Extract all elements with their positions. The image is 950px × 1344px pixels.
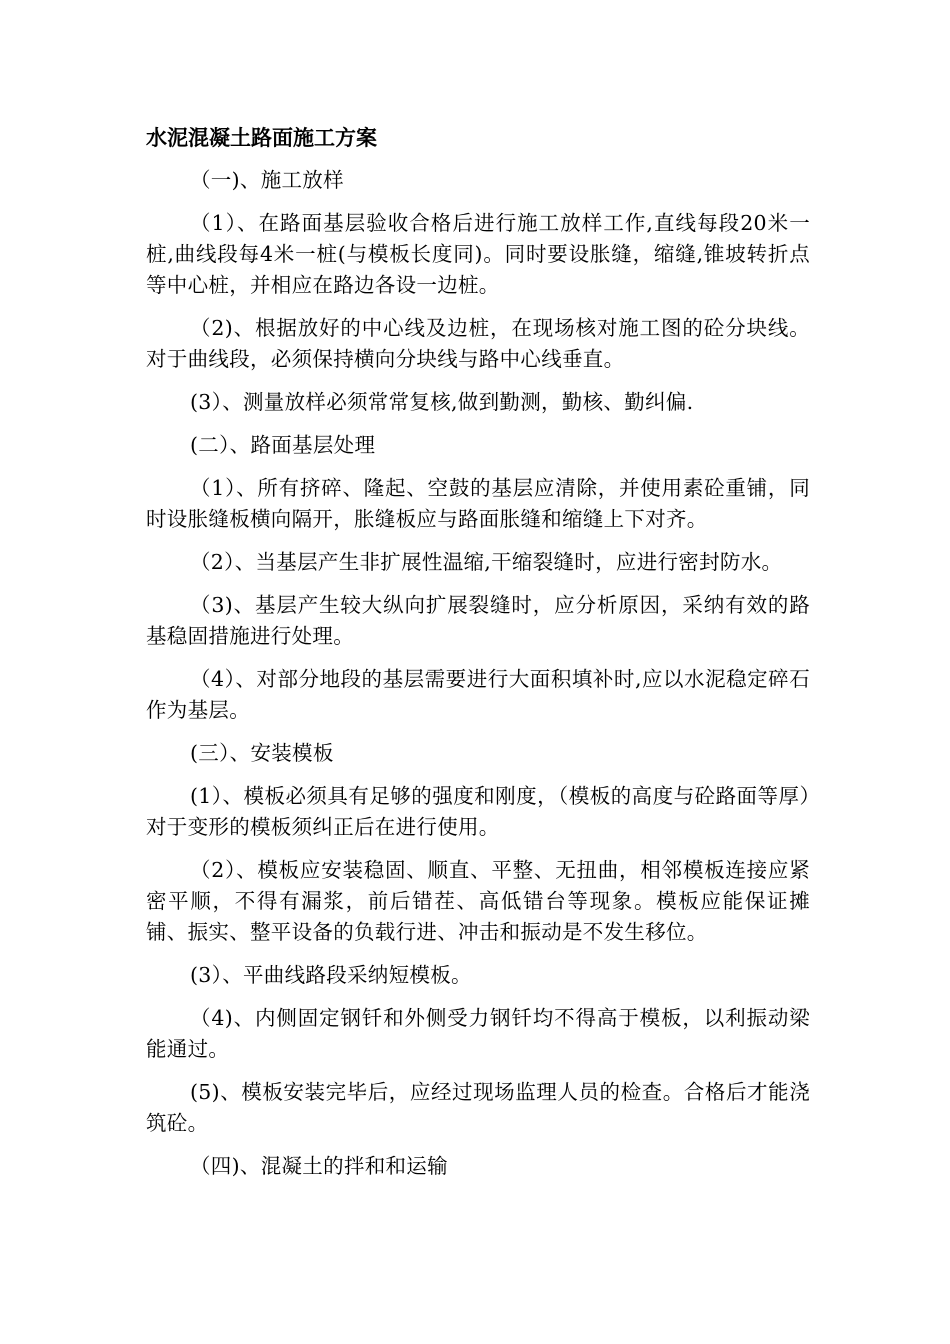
- paragraph-2-2: （2）、当基层产生非扩展性温缩,干缩裂缝时，应进行密封防水。: [190, 550, 783, 574]
- paragraph-1-1: （1）、在路面基层验收合格后进行施工放样工作,直线每段20米一桩,曲线段每4米一桩(与模板长度同)。同时要设胀缝，缩缝,锥坡转折点等中心桩，并相应在路边各设一边桩。: [146, 211, 810, 297]
- paragraph-1-3: (3）、测量放样必须常常复核,做到勤测，勤核、勤纠偏.: [190, 390, 694, 414]
- section-heading-3: (三）、安装模板: [190, 741, 334, 765]
- document-body: [146, 122, 810, 1194]
- paragraph-3-2: （2）、模板应安装稳固、顺直、平整、无扭曲，相邻模板连接应紧密平顺，不得有漏浆，前后错茬、高低错台等现象。模板应能保证摊铺、振实、整平设备的负载行进、冲击和振动是不发生移位。: [146, 858, 810, 944]
- paragraph-2-4: （4）、对部分地段的基层需要进行大面积填补时,应以水泥稳定碎石作为基层。: [146, 667, 810, 722]
- paragraph-1-2: （2)、根据放好的中心线及边桩，在现场核对施工图的砼分块线。对于曲线段，必须保持横向分块线与路中心线垂直。: [146, 316, 810, 371]
- section-heading-2: (二）、路面基层处理: [190, 433, 376, 457]
- paragraph-3-5: (5)、模板安装完毕后，应经过现场监理人员的检查。合格后才能浇筑砼。: [146, 1080, 810, 1135]
- document-title: 水泥混凝土路面施工方案: [146, 125, 377, 150]
- paragraph-3-1: (1）、模板必须具有足够的强度和刚度，（模板的高度与砼路面等厚）对于变形的模板须纠正后在进行使用。: [146, 784, 810, 839]
- paragraph-2-1: （1）、所有挤碎、隆起、空鼓的基层应清除，并使用素砼重铺，同时设胀缝板横向隔开，胀缝板应与路面胀缝和缩缝上下对齐。: [146, 476, 810, 531]
- section-heading-4: （四)、混凝土的拌和和运输: [190, 1154, 448, 1178]
- paragraph-3-4: （4)、内侧固定钢钎和外侧受力钢钎均不得高于模板，以利振动梁能通过。: [146, 1006, 810, 1061]
- section-heading-1: （一)、施工放样: [190, 168, 344, 192]
- paragraph-3-3: (3）、平曲线路段采纳短模板。: [190, 963, 472, 987]
- paragraph-2-3: （3)、基层产生较大纵向扩展裂缝时，应分析原因，采纳有效的路基稳固措施进行处理。: [146, 593, 810, 648]
